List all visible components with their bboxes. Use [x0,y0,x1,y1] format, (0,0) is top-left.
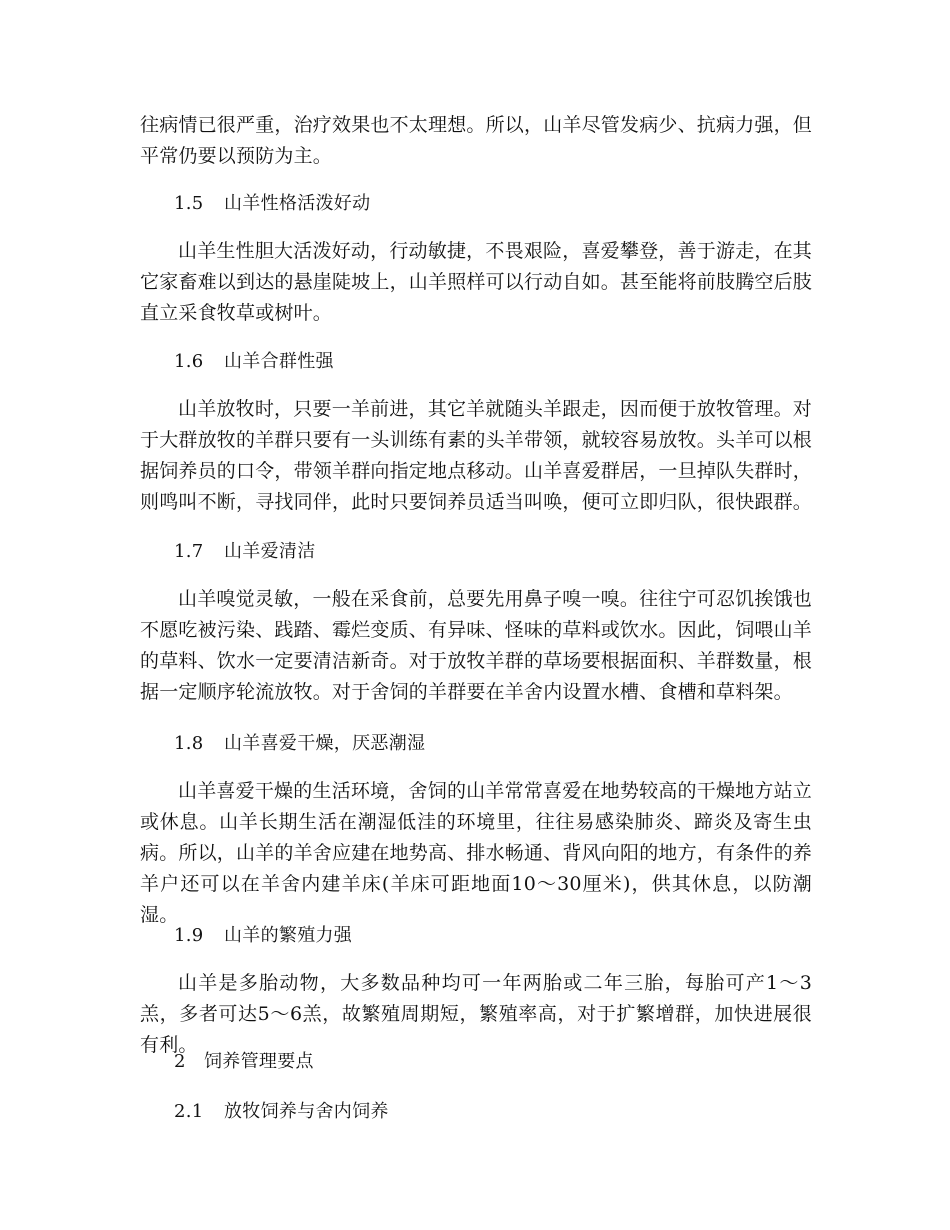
section-heading-1-7 [174,540,316,564]
section-title: 山羊爱清洁 [224,541,316,562]
section-heading-2 [174,1050,314,1074]
section-number: 1.8 [174,733,204,754]
paragraph-1-6: 山羊放牧时，只要一羊前进，其它羊就随头羊跟走，因而便于放牧管理。对于大群放牧的羊群只要有一头训练有素的头羊带领，就较容易放牧。头羊可以根据饲养员的口令，带领羊群向指定地点移动。山羊喜爱群居，一旦掉队失群时，则鸣叫不断，寻找同伴，此时只要饲养员适当叫唤，便可立即归队，很快跟群。 [140,398,813,513]
section-heading-1-6 [174,350,334,374]
paragraph-1-7: 山羊嗅觉灵敏，一般在采食前，总要先用鼻子嗅一嗅。往往宁可忍饥挨饿也不愿吃被污染、践踏、霉烂变质、有异味、怪味的草料或饮水。因此，饲喂山羊的草料、饮水一定要清洁新奇。对于放牧羊群的草场要根据面积、羊群数量，根据一定顺序轮流放牧。对于舍饲的羊群要在羊舍内设置水槽、食槽和草料架。 [140,588,813,703]
section-number: 1.5 [174,193,204,214]
section-heading-1-5 [174,192,370,216]
section-title: 饲养管理要点 [204,1051,314,1072]
section-heading-2-1 [174,1100,389,1124]
section-title: 山羊合群性强 [224,351,334,372]
section-number: 2 [174,1051,186,1072]
paragraph-intro-continuation: 往病情已很严重，治疗效果也不太理想。所以，山羊尽管发病少、抗病力强，但平常仍要以预防为主。 [140,114,813,167]
section-heading-1-9 [174,924,352,948]
section-number: 1.6 [174,351,204,372]
section-number: 1.7 [174,541,204,562]
section-heading-1-8 [174,732,425,756]
section-title: 山羊喜爱干燥，厌恶潮湿 [224,733,426,754]
paragraph-1-9: 山羊是多胎动物，大多数品种均可一年两胎或二年三胎，每胎可产1～3羔，多者可达5～6羔，故繁殖周期短，繁殖率高，对于扩繁增群，加快进展很有利。 [140,972,812,1056]
paragraph-1-5: 山羊生性胆大活泼好动，行动敏捷，不畏艰险，喜爱攀登，善于游走，在其它家畜难以到达的悬崖陡坡上，山羊照样可以行动自如。甚至能将前肢腾空后肢直立采食牧草或树叶。 [140,240,813,324]
section-number: 2.1 [174,1101,204,1122]
section-title: 山羊性格活泼好动 [224,193,371,214]
paragraph-1-8: 山羊喜爱干燥的生活环境，舍饲的山羊常常喜爱在地势较高的干燥地方站立或休息。山羊长期生活在潮湿低洼的环境里，往往易感染肺炎、蹄炎及寄生虫病。所以，山羊的羊舍应建在地势高、排水畅通、背风向阳的地方，有条件的养羊户还可以在羊舍内建羊床(羊床可距地面10～30厘米)，供其休息，以防潮湿。 [140,780,813,926]
section-title: 放牧饲养与舍内饲养 [224,1101,389,1122]
section-number: 1.9 [174,925,204,946]
section-title: 山羊的繁殖力强 [224,925,353,946]
